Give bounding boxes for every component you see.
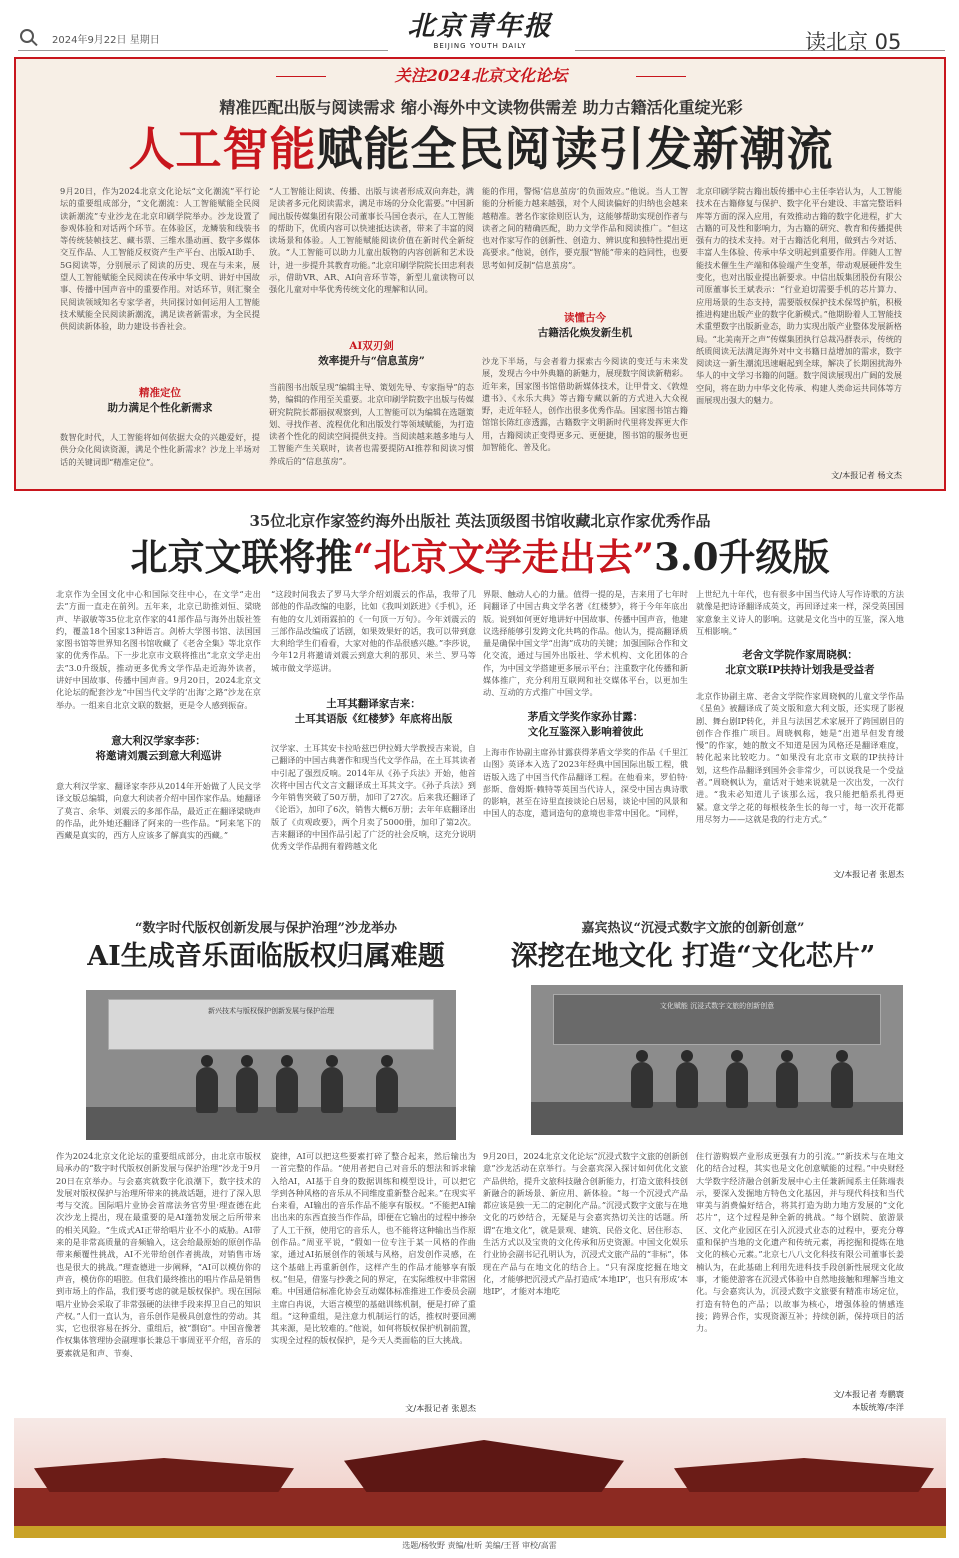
stage-screen [553,994,880,1045]
mid-deck: 35位北京作家签约海外出版社 英法顶级图书馆收藏北京作家优秀作品 [249,512,711,530]
top-col3a: 能的作用，警惕‘信息茧房’的负面效应。”他说。当人工智能的分析能力越来越强，对个人阅读偏好的归纳也会越来越精准。著名作家徐则臣认为，这能够帮助实现创作者与读者之间的精确匹配，助力文学作品和阅读推广。“但这也对作家写作的创新性、创造力、辨识度和独特性提出更高要求。”他说，创作，要克服“智能”带来的趋同性，也要思考如何反制“信息茧房”。 [482,186,688,270]
lb-byline: 文/本报记者 张恩杰 [405,1403,476,1413]
lb-col1: 作为2024北京文化论坛的重要组成部分，由北京市版权局承办的“数字时代版权创新发展与保护治理”沙龙于9月20日在京举办。与会嘉宾就数字化浪潮下，数字技术的发展对版权保护与治理所带来的挑战话题，进行了深入思考与交流。国际唱片业协会首席法务官劳里·理查德在此次沙龙上提出，现在最重要的是AI蓬勃发展之后所带来的相关风险。“生成式AI正带给唱片业不小的威胁。AI带来的是非常高质量的音频输入，这会给最原始的原创作品带来颠覆性挑战，AI不光带给创作者挑战，对销售市场也是很大的挑战。”理查德进一步阐释，“AI可以模仿你的声音，模仿你的唱腔。但我们最终推出的唱片作品是销售到市场上的作品，我们要考虑的就是版权保护。现在国际唱片业协会采取了非常强硬的法律手段来捍卫自己的知识产权。”人们一直认为，音乐创作是极具创意性的劳动。其实，它也很容易在拆分、重组后，被“剽窃”。中国音像著作权集体管理协会副理事长兼总干事周亚平介绍，音乐的要素就是和声、节奏、 [56,1151,261,1358]
top-col2b: 当前图书出版呈现“编辑主导、策划先导、专家指导”的态势，编辑的作用至关重要。北京印刷学院数字出版与传媒研究院院长都丽叔观察到，人工智能可以为编辑在选题策划、寻找作者、流程优化和出版发行等领域赋能，为打造读者个性化的阅读空间提供支持。当阅读越来越多地与人工智能产生关联时，读者也需要提防AI推荐和阅读习惯养成后的“信息茧房”。 [269,382,474,466]
section-title: 效率提升与“信息茧房” [318,355,425,367]
rb-editor: 本版统筹/李洋 [852,1402,904,1412]
mid-col2-section [271,697,476,727]
top-col1-section [60,386,260,416]
mid-head-a: 北京文联将推 [130,535,353,579]
mid-col2a: “这段时间我去了罗马大学介绍刘震云的作品，我带了几部他的作品改编的电影，比如《我叫刘跃进》《手机》，还有他的女儿刘雨霖拍的《一句顶一万句》。今年刘震云的三部作品改编成了话剧，如果效果好的话，我可以带到意大利给学生们看看，大家对他的作品很感兴趣。”李莎说，今年12月将邀请刘震云到意大利的那贝、米兰、罗马等城市做文学巡讲。 [271,589,476,673]
lb-headline: AI生成音乐面临版权归属难题 [87,941,445,972]
forbidden-city-illustration [14,1418,946,1538]
section-title: 助力满足个性化新需求 [107,402,213,414]
rb-col2: 住行游购娱产业形成更强有力的引流。”“新技术与在地文化的结合过程，其实也是文化创意赋能的过程。”中央财经大学数字经济融合创新发展中心主任兼新闻系主任陈端表示，要深入发掘地方特色文化基因，并与现代科技和当代审美与消费偏好结合，将其打造为助力地方发展的“文化芯片”，这个过程是种全新的挑战。“每个剧院、旅游景区、文化产业园区在引入沉浸式业态的过程中，要充分尊重和保护当地的文化遗产和传统元素，再挖掘和提炼在地文化的核心元素。”北京七八八文化科技有限公司董事长姜楠认为，在此基础上利用先进科技手段创新性展现文化故事，才能使游客在沉浸式体验中自然地接触和理解当地文化。与会嘉宾认为，沉浸式数字文旅要有精准市场定位，打造有特色的产品；以故事为核心，增强体验的情感连接；跨界合作，实现资源互补；持续创新，保持项目的活力。 [696,1151,904,1334]
section-title: 将邀请刘震云到意大利巡讲 [95,750,222,762]
mid-col4-section [696,648,904,678]
top-col3b: 沙龙下半场，与会者着力探索古今阅读的变迁与未来发展，发现古今中外典籍的新魅力，展现数字阅读新精彩。近年来，国家图书馆借助新媒体技术，让甲骨文、《敦煌遗书》、《永乐大典》等古籍专藏以新的方式进入大众视野，走近年轻人，创作出很多优秀作品。国家图书馆古籍馆馆长陈红彦透露，古籍数字文明新时代里将发挥更大作用，古籍阅读正变得更多元、更便捷，图书馆的服务也更加智能化、普及化。 [482,356,688,453]
lb-col2: 旋律，AI可以把这些要素打碎了整合起来，然后输出为一首完整的作品。“使用者把自己对音乐的想法和诉求输入给AI，AI基于自身的数据训练和模型设计，可以把它学到各种风格的音乐从不同维度重新整合起来。”在现实平台来看，AI输出的音乐作品不能享有版权。“不能把AI输出出来的东西直接当作作品，即便在它输出的过程中掺杂了人工干预，使用它的音乐人，也不能将这种输出当作原创作品。”周亚平说，“假如一位专注于某一风格的作曲家，通过AI拓展创作的领域与风格，启发创作灵感，在这个基础上再重新创作，这样产生的作品才能够享有版权。”但是，借鉴与抄袭之间的界定，在实际维权中非常困难。中国通信标准化协会互动媒体标准推进工作委员会副主席白冉说，大语言模型的基础训练机制，便是打碎了重组。“这种重组，是注意力机制运行的话，推权时要回溯其来源，是比较难的。”他说，如何将版权保护机制前置，实现全过程的版权保护，是今天人类面临的巨大挑战。 [271,1151,476,1346]
section-label: 意大利汉学家李莎： [111,735,206,747]
mid-col1b: 意大利汉学家、翻译家李莎从2014年开始做了人民文学译文版总编辑，向意大利读者介绍中国作家作品。她翻译了莫言、余华、刘震云的多部作品，最近正在翻译梁晓声的作品，此外她还翻译了阿来的一些作品。“阿来笔下的西藏是真实的，西方人应该多了解真实的西藏。” [56,781,261,841]
section-label: 茅盾文学奖作家孙甘露： [527,711,644,723]
headline-red: 人工智能 [128,122,317,176]
header-rule-left [18,50,388,51]
mid-col2b: 汉学家、土耳其安卡拉哈兹巴伊拉姆大学教授吉来说，自己翻译的中国古典著作和现当代文学作品，在土耳其读者中引起了强烈反响。2014年从《孙子兵法》开始，他首次将中国古代文言文翻译成土耳其文字。《孙子兵法》到今年销售突破了50万册，加印了27次。后来我还翻译了《论语》，加印了6次，销售大概6万册；去年年底翻译出版了《贞观政要》，两个月卖了5000册，加印了第2次。吉来翻译的中国作品引起了广泛的社会反响，这充分说明优秀文学作品拥有着跨越文化 [271,743,476,852]
top-col2-section [269,339,474,369]
top-headline [56,121,906,177]
screen-text: 文化赋能 沉浸式数字文旅的创新创意 [659,1002,775,1010]
speaker-figure [196,1067,218,1113]
golden-eaves [14,1526,946,1538]
top-subdeck: 精准匹配出版与阅读需求 缩小海外中文读物供需差 助力古籍活化重绽光彩 [219,98,743,117]
mid-byline: 文/本报记者 张恩杰 [833,869,904,879]
forum-photo [531,985,903,1135]
section-label: 读懂古今 [564,312,606,324]
stage-floor [86,1107,456,1140]
salon-photo [86,990,456,1140]
mid-col1-section [56,734,261,764]
section-label: 老舍文学院作家周晓枫： [742,649,858,661]
top-col2a: “人工智能让阅读、传播、出版与读者形成双向奔赴，满足读者多元化阅读需求，满足市场的分众化需要。”中国新闻出版传媒集团有限公司董事长马国仓表示，在人工智能的帮助下，优质内容可以快速抵达读者，带来了丰富的阅读场景和体验。人工智能赋能阅读价值在新时代全新绽放。“人工智能可以助力儿童出版物的内容创新和艺术设计，进一步提升其教育功能。”北京印刷学院院长田忠利表示，借助VR、AR、AI向音环节等，新型儿童读物可以强化儿童对中华优秀传统文化的理解和认同。 [269,186,474,295]
rb-col1: 9月20日，2024北京文化论坛“沉浸式数字文旅的创新创意”沙龙活动在京举行。与会嘉宾深入探讨如何优化文旅产品供给，提升文旅科技融合创新能力，打造文旅科技创新融合的新场景、新应用、新体验。“每一个沉浸式产品都应该是独一无二的定制化产品。”沉浸式数字文旅与在地文化的巧妙结合，无疑是与会嘉宾热切关注的话题。所谓“在地文化”，就是景观、建筑、民俗文化、居住形态、生活方式以及宝贵的文化传承和历史资源。中国文化娱乐行业协会副书记孔明认为，沉浸式文旅产品的“非标”，体现在产品与在地文化的结合上。“只有深度挖掘在地文化，才能够把沉浸式产品打造成‘本地IP’，也只有形成‘本地IP’，才能对本地吃 [483,1151,688,1297]
speaker-figure [676,1062,698,1108]
mid-col3-section [483,710,688,740]
palace-roof-right [674,1458,934,1492]
screen-text: 新兴技术与版权保护创新发展与保护治理 [208,1007,334,1015]
rb-deck: 嘉宾热议“沉浸式数字文旅的创新创意” [581,921,805,936]
issue-date: 2024年9月22日 星期日 [52,35,160,46]
page-header [0,0,959,56]
top-col1a: 9月20日，作为2024北京文化论坛“文化潮流”平行论坛的重要组成部分，“文化潮流：人工智能赋能全民阅读新潮流”专业沙龙在北京印刷学院举办。沙龙设置了参观体验和对话两个环节。在体验区，龙鳞装和线装书等传统装帧技艺、藏书票、三维水墨动画、数字多媒体交互作品、人工智能反权资产生产平台、出版AI助手、5G阅读等，分别展示了阅读的历史、现在与未来，展望人工智能赋能全民阅读在传承中华文明、讲好中国故事、传播中国声音中的重要作用。对话环节，则汇聚全民阅读领域知名专家学者，共同探讨如何运用人工智能技术赋能全民阅读新潮流，满足读者新需求，为全民提供阅读新体验，助力建设书香社会。 [60,186,260,332]
palace-roof-left [34,1458,294,1492]
speaker-figure [776,1062,798,1108]
section-label: 精准定位 [139,387,181,399]
mid-col1a: 北京作为全国文化中心和国际交往中心，在文学“走出去”方面一直走在前列。五年来，北京已助推刘恒、梁晓声、毕淑敏等35位北京作家的41部作品与海外出版社签约，覆盖18个国家13种语言。剑桥大学图书馆、法国国家图书馆等世界知名图书馆收藏了《老舍全集》等北京作家的优秀作品。下一步北京市文联将推出“北京文学走出去”3.0升级版，推动更多优秀文学作品走近海外读者，讲好中国故事、传播中国声音。9月20日，2024北京文化论坛的配套沙龙“中国当代文学的‘出海’之路”沙龙在京举办。一组来自北京文联的数据，更是令人感到振奋。 [56,589,261,710]
masthead [400,12,560,50]
speaker-figure [276,1067,298,1113]
rb-byline: 文/本报记者 寿鹏寰 [833,1389,904,1399]
rb-headline: 深挖在地文化 打造“文化芯片” [510,941,876,972]
top-col3-section [482,311,688,341]
speaker-figure [321,1067,343,1113]
mid-col3a: 界限、触动人心的力量。值得一提的是，吉来用了七年时间翻译了中国古典文学名著《红楼梦》，将于今年年底出版。说到如何更好地讲好中国故事、传播中国声音，他建议选择能够引发跨文化共鸣的作品。他认为，提高翻译质量是确保中国文学“出海”成功的关键；加强国际合作和文化交流，通过与国外出版社、学术机构、文化团体的合作，为中国文学搭建更多展示平台；注重数字化传播和新媒体推广，充分利用互联网和社交媒体平台，以更加生动、互动的方式推广中国文学。 [483,589,688,698]
mid-head-red: “北京文学走出去” [352,535,655,579]
speaker-figure [236,1067,258,1113]
page-footer: 选题/杨牧野 责编/杜昕 美编/王晋 审校/高雷 [402,1541,557,1550]
top-col1b: 数智化时代，人工智能将如何依据大众的兴趣爱好，提供分众化阅读资源，满足个性化新需求？沙龙上半场对话的关键词即“精准定位”。 [60,432,260,467]
mid-col4a: 上世纪九十年代，也有很多中国当代诗人写作诗歌的方法就像是把诗译翻译成英文，再回译过来一样，深受英国国家意象主义诗人的影响。这就是文化当中的互鉴，深入地互相影响。” [696,589,904,636]
top-byline: 文/本报记者 杨文杰 [831,470,902,480]
speaker-figure [831,1062,853,1108]
speaker-figure [376,1067,398,1113]
speaker-figure [631,1062,653,1108]
section-label: 土耳其翻译家吉来： [326,698,421,710]
kicker: 关注2024北京文化论坛 [316,63,646,89]
masthead-subtitle: BEIJING YOUTH DAILY [433,42,527,50]
mid-head-b: 3.0升级版 [654,535,830,579]
mid-col3b: 上海市作协副主席孙甘露获得茅盾文学奖的作品《千里江山图》英译本入选了2023年经典中国国际出版工程，俄语版入选了中国当代作品翻译工程。在他看来，罗伯特·彭斯、詹姆斯·赖特等英国当代诗人，深受中国古典诗歌的影响，甚至在诗里直接谈论白居易，谈论中国的风景和中国人的态度，遣词造句的意境也非常中国化。“同样， [483,747,688,819]
section-title: 古籍活化焕发新生机 [537,327,633,339]
mid-col4b: 北京作协副主席、老舍文学院作家周晓枫的儿童文学作品《星鱼》被翻译成了英文版和意大利文版，还实现了影视剧、舞台剧IP转化，并且与法国艺术家展开了跨国剧目的创作合作推广项目。周晓枫称，她是“出道早但发育缓慢”的作家，她的散文不知道是因为风格还是翻译难度，转化起来比较吃力。“如果没有北京市文联的IP扶持计划，这些作品翻译到国外会非常少，可以说我是一个受益者。”周晓枫认为，童话对于她来说就是一次出发，一次行进。“我未必知道儿子该那么远，我只能把船系扎得更紧。意文学之花的每根枝条生长的每一寸，每一次开花都用尽努力——这就是我的行走方式。” [696,691,904,824]
palace-roof-center [344,1440,624,1492]
page-label: 读北京 05 [805,30,902,54]
headline-rest: 赋能全民阅读引发新潮流 [316,122,834,176]
section-title: 文化互鉴深入影响着彼此 [527,726,644,738]
section-title: 土耳其语版《红楼梦》年底将出版 [294,713,453,725]
search-icon[interactable] [20,29,34,43]
lb-deck: “数字时代版权创新发展与保护治理”沙龙举办 [135,921,397,936]
top-col4: 北京印刷学院古籍出版传播中心主任李岩认为，人工智能技术在古籍修复与保护、数字化平台建设、丰富完整语料库等方面的深入应用，有效推动古籍的数字化进程，扩大古籍的可及性和影响力，为古籍的研究、教育和传播提供强有力的技术支持。对于古籍活化利用，做到古今对话、丰富人生体验、传承中华文明起到重要作用。伴随人工智能技术催生生产端和体验端产生变革，带动观展硬件发生变化，也对出版业提出新要求。中信出版集团股份有限公司原董事长王斌表示：“行业迫切需要手机的芯片算力、应用场景的生态支持，需要版权保护技术保驾护航，积极推进构建出版产业的数字化新模式。”他期盼着人工智能技术重塑数字出版新业态，助力实现出版产业整体发展新格局。“北美南开之声”传媒集团执行总裁冯群表示，传统的纸质阅读无法满足海外对中文书籍日益增加的需求，数字阅读这一新生潮流迅速崛起到全球，解决了长期困扰海外华人的中文学习书籍的问题。数字阅读展现出广阔的发展空间，将在助力中华文化传承、构建人类命运共同体等方面展现出强大的魅力。 [696,186,902,406]
stage-screen [108,999,434,1050]
masthead-title: 北京青年报 [407,11,553,42]
mid-headline [40,534,920,580]
section-label: AI双刃剑 [349,340,394,352]
top-article [14,57,946,491]
speaker-figure [726,1062,748,1108]
section-title: 北京文联IP扶持计划我是受益者 [725,664,875,676]
